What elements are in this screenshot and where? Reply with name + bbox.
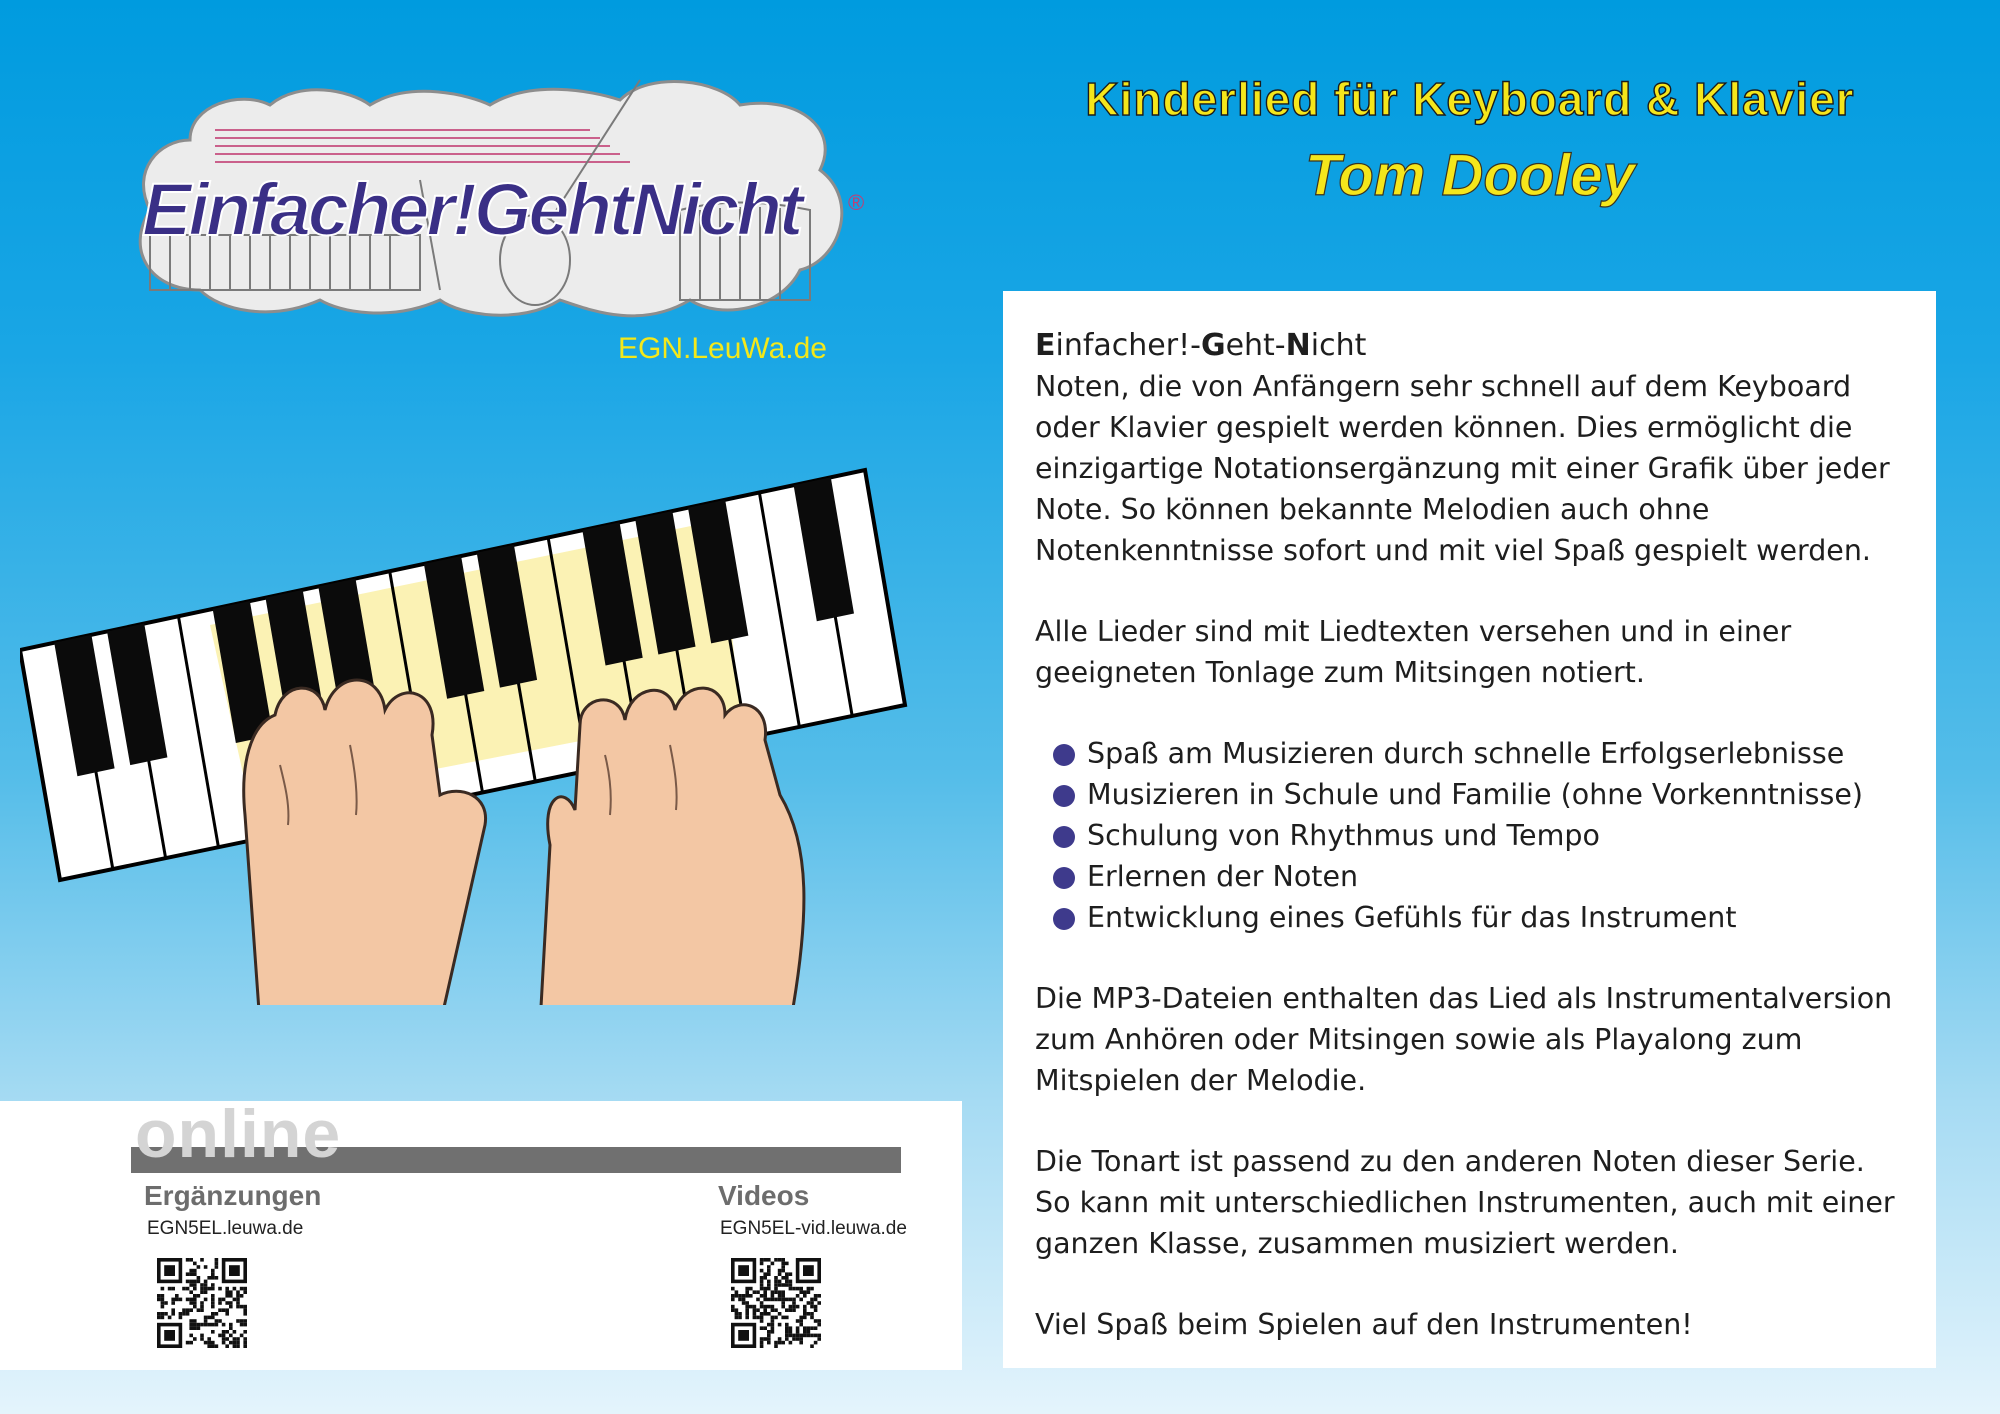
closing-paragraph: Viel Spaß beim Spielen auf den Instrumenten!: [1035, 1308, 1693, 1341]
videos-qr-code[interactable]: [731, 1258, 821, 1348]
supplements-qr-code[interactable]: [157, 1258, 247, 1348]
videos-label: Videos: [718, 1180, 810, 1211]
feature-item: Schulung von Rhythmus und Tempo: [1053, 815, 1915, 856]
intro-paragraph: Noten, die von Anfängern sehr schnell auf dem Keyboard oder Klavier gespielt werden können. Dies ermöglicht die einzigartige Notationsergänzung mit einer Grafik über jeder Note. So können bekannte Melodien auch ohne Notenkenntnisse sofort und mit viel Spaß gespielt werden.: [1035, 370, 1890, 567]
right-hand: [540, 688, 804, 1005]
feature-list: [1035, 733, 1915, 938]
page-title: Kinderlied für Keyboard & Klavier: [1085, 73, 1855, 125]
egn-logo[interactable]: [120, 60, 890, 330]
feature-item: Entwicklung eines Gefühls für das Instrument: [1053, 897, 1915, 938]
key-paragraph: Die Tonart ist passend zu den anderen Noten dieser Serie. So kann mit unterschiedlichen Instrumenten, auch mit einer ganzen Klasse, zusammen musiziert werden.: [1035, 1145, 1895, 1260]
piano-hands-illustration: [20, 465, 915, 1005]
logo-wordmark: Einfacher!GehtNicht: [142, 168, 801, 251]
song-title: Tom Dooley: [1305, 143, 1635, 208]
bullet-icon: [1053, 785, 1075, 807]
lyrics-paragraph: Alle Lieder sind mit Liedtexten versehen und in einer geeigneten Tonlage zum Mitsingen notiert.: [1035, 615, 1792, 689]
bullet-icon: [1053, 867, 1075, 889]
feature-item: Spaß am Musizieren durch schnelle Erfolgserlebnisse: [1053, 733, 1915, 774]
brand-name: Einfacher!-Geht-Nicht: [1035, 328, 1367, 363]
online-heading: online: [135, 1096, 342, 1172]
videos-url[interactable]: EGN5EL-vid.leuwa.de: [720, 1218, 907, 1239]
bullet-icon: [1053, 908, 1075, 930]
online-panel: [0, 1096, 962, 1370]
bullet-icon: [1053, 744, 1075, 766]
description-panel: [1003, 291, 1936, 1368]
mp3-paragraph: Die MP3-Dateien enthalten das Lied als Instrumentalversion zum Anhören oder Mitsingen sowie als Playalong zum Mitspielen der Melodie.: [1035, 982, 1893, 1097]
supplements-url[interactable]: EGN5EL.leuwa.de: [147, 1218, 304, 1239]
feature-item: Musizieren in Schule und Familie (ohne Vorkenntnisse): [1053, 774, 1915, 815]
supplements-label: Ergänzungen: [144, 1180, 322, 1211]
logo-url[interactable]: EGN.LeuWa.de: [618, 332, 827, 365]
bullet-icon: [1053, 826, 1075, 848]
feature-item: Erlernen der Noten: [1053, 856, 1915, 897]
logo-registered-mark: ®: [848, 190, 865, 215]
